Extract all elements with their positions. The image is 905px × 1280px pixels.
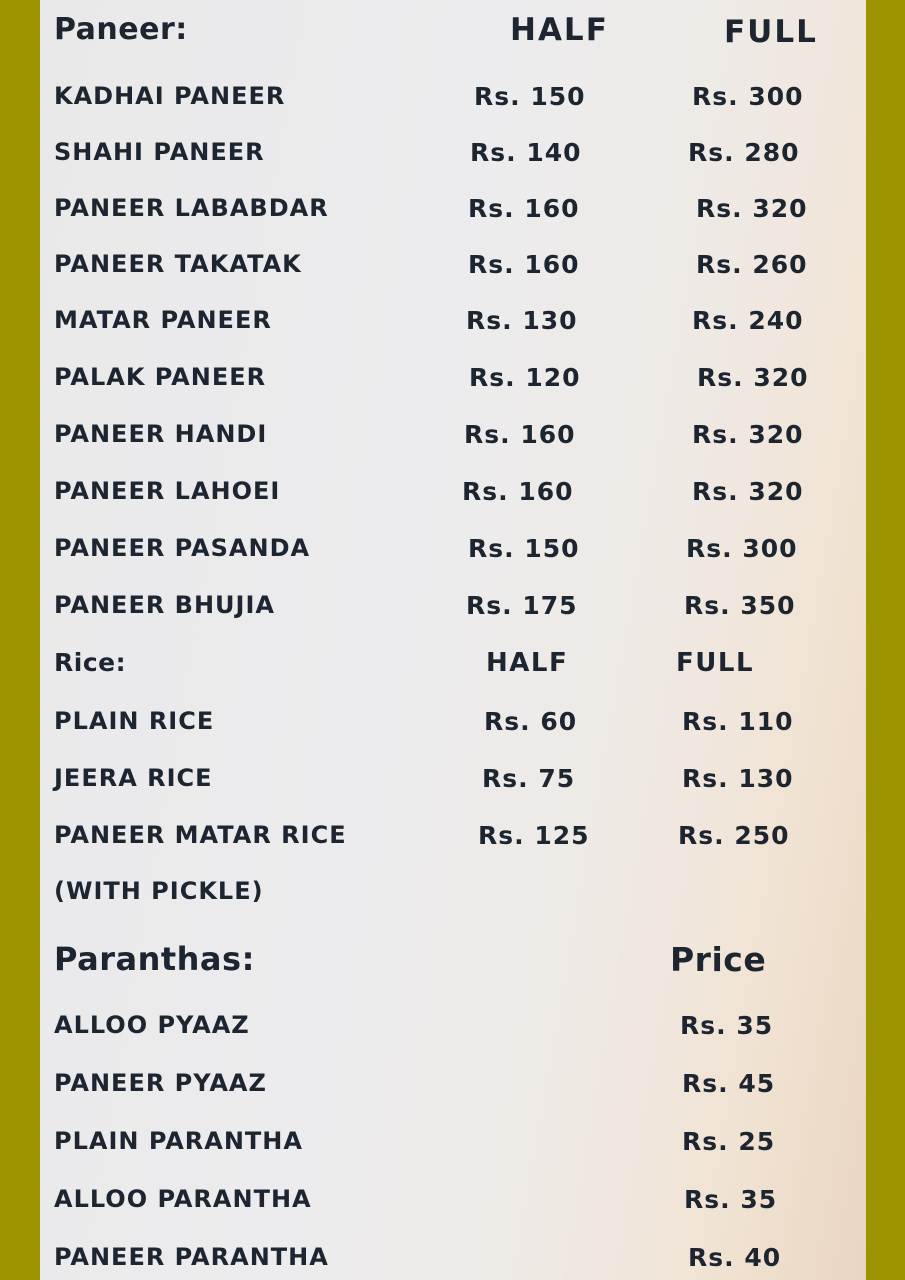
item-name: PANEER HANDI: [54, 420, 268, 448]
menu-row: [40, 1011, 866, 1051]
menu-row: [40, 1185, 866, 1225]
half-price: Rs. 125: [478, 821, 590, 850]
full-price: Rs. 260: [696, 250, 808, 279]
half-price: Rs. 60: [484, 707, 578, 736]
full-price: Rs. 130: [682, 764, 794, 793]
full-price: Rs. 110: [682, 707, 794, 736]
item-name: PANEER LABABDAR: [54, 194, 329, 222]
rice-section-title: Rice:: [54, 648, 127, 677]
menu-row: [40, 82, 866, 122]
menu-row: [40, 1243, 866, 1280]
half-column-header: HALF: [486, 648, 569, 678]
menu-row: [40, 420, 866, 460]
item-name: JEERA RICE: [54, 764, 213, 792]
item-name: PALAK PANEER: [54, 363, 267, 391]
half-price: Rs. 160: [464, 420, 576, 449]
half-price: Rs. 175: [466, 591, 578, 620]
menu-row: [40, 363, 866, 403]
menu-row: [40, 194, 866, 234]
half-price: Rs. 75: [482, 764, 576, 793]
menu-card: [40, 0, 866, 1280]
price: Rs. 45: [682, 1069, 776, 1098]
item-name: ALLOO PARANTHA: [54, 1185, 312, 1213]
price: Rs. 25: [682, 1127, 776, 1156]
full-price: Rs. 240: [692, 306, 804, 335]
full-price: Rs. 280: [688, 138, 800, 167]
menu-row: [40, 764, 866, 804]
menu-row: [40, 477, 866, 517]
half-price: Rs. 140: [470, 138, 582, 167]
half-price: Rs. 120: [469, 363, 581, 392]
paneer-section-title: Paneer:: [54, 12, 188, 47]
menu-row: [40, 306, 866, 346]
item-name: PANEER TAKATAK: [54, 250, 302, 278]
full-price: Rs. 350: [684, 591, 796, 620]
paneer-header: [40, 12, 866, 52]
full-column-header: FULL: [676, 648, 755, 678]
paranthas-header: [40, 940, 866, 984]
item-name: MATAR PANEER: [54, 306, 272, 334]
item-name: PLAIN RICE: [54, 707, 215, 735]
full-price: Rs. 300: [692, 82, 804, 111]
rice-header: [40, 648, 866, 688]
menu-row: [40, 534, 866, 574]
full-price: Rs. 250: [678, 821, 790, 850]
menu-row: [40, 707, 866, 747]
item-name: PANEER PASANDA: [54, 534, 311, 562]
item-name: PLAIN PARANTHA: [54, 1127, 303, 1155]
half-price: Rs. 150: [474, 82, 586, 111]
menu-row: [40, 591, 866, 631]
full-price: Rs. 320: [692, 420, 804, 449]
price-column-header: Price: [670, 940, 767, 979]
half-column-header: HALF: [510, 12, 609, 48]
menu-row: [40, 250, 866, 290]
full-price: Rs. 320: [696, 194, 808, 223]
item-name: PANEER MATAR RICE: [54, 821, 347, 849]
half-price: Rs. 150: [468, 534, 580, 563]
item-name: ALLOO PYAAZ: [54, 1011, 250, 1039]
half-price: Rs. 160: [468, 250, 580, 279]
price: Rs. 35: [684, 1185, 778, 1214]
item-name: PANEER PYAAZ: [54, 1069, 267, 1097]
menu-row: [40, 1069, 866, 1109]
item-name: KADHAI PANEER: [54, 82, 286, 110]
rice-note: (WITH PICKLE): [54, 877, 264, 905]
item-name: PANEER PARANTHA: [54, 1243, 329, 1271]
full-price: Rs. 320: [697, 363, 809, 392]
full-price: Rs. 300: [686, 534, 798, 563]
price: Rs. 40: [688, 1243, 782, 1272]
half-price: Rs. 160: [468, 194, 580, 223]
price: Rs. 35: [680, 1011, 774, 1040]
item-name: PANEER LAHOEI: [54, 477, 281, 505]
full-price: Rs. 320: [692, 477, 804, 506]
menu-row: [40, 821, 866, 861]
half-price: Rs. 130: [466, 306, 578, 335]
half-price: Rs. 160: [462, 477, 574, 506]
paranthas-section-title: Paranthas:: [54, 940, 255, 978]
menu-row: [40, 138, 866, 178]
item-name: PANEER BHUJIA: [54, 591, 275, 619]
full-column-header: FULL: [724, 14, 818, 50]
menu-row: [40, 1127, 866, 1167]
item-name: SHAHI PANEER: [54, 138, 265, 166]
menu-row-note: [40, 877, 866, 917]
